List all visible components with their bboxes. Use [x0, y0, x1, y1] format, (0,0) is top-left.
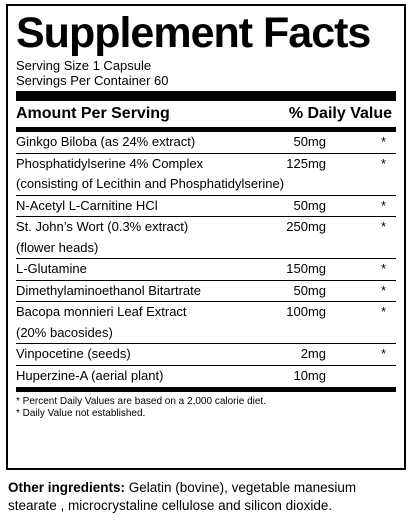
- ingredient-row: [16, 196, 396, 218]
- ingredient-name: L-Glutamine: [16, 261, 87, 276]
- panel-title: Supplement Facts: [16, 9, 371, 57]
- ingredient-name: Bacopa monnieri Leaf Extract: [16, 304, 187, 319]
- ingredient-dv: *: [380, 155, 386, 171]
- ingredient-row: [16, 281, 396, 303]
- footnote: * Daily Value not established.: [16, 408, 146, 419]
- ingredient-subname: (20% bacosides): [16, 324, 113, 340]
- table-header: [16, 101, 396, 127]
- ingredient-row: [16, 302, 396, 344]
- ingredient-dv: *: [380, 134, 386, 149]
- ingredient-amount: 125mg: [286, 155, 326, 171]
- ingredient-row: [16, 154, 396, 196]
- other-ingredients: [8, 479, 408, 515]
- ingredient-name: N-Acetyl L-Carnitine HCl: [16, 197, 158, 213]
- ingredient-amount: 10mg: [293, 367, 326, 383]
- servings-per-container: Servings Per Container 60: [16, 73, 169, 88]
- ingredient-name: Phosphatidylserine 4% Complex: [16, 155, 204, 171]
- ingredient-amount: 50mg: [293, 282, 326, 298]
- bottom-divider: [16, 387, 396, 392]
- other-ingredients-text: Gelatin (bovine), vegetable manesium stearate , microcrystaline cellulose and silicon dioxide.: [8, 480, 357, 513]
- ingredient-row: [16, 366, 396, 387]
- ingredient-amount: 2mg: [300, 346, 326, 361]
- amount-header: Amount Per Serving: [16, 105, 170, 122]
- ingredient-amount: 150mg: [286, 261, 326, 276]
- ingredient-dv: *: [380, 304, 386, 319]
- ingredient-dv: *: [380, 197, 386, 213]
- ingredient-dv: *: [380, 219, 386, 234]
- ingredient-amount: 100mg: [286, 304, 326, 319]
- footnote: * Percent Daily Values are based on a 2,000 calorie diet.: [16, 396, 266, 407]
- ingredient-amount: 50mg: [293, 197, 326, 213]
- ingredient-amount: 250mg: [286, 219, 326, 234]
- ingredient-dv: *: [380, 346, 386, 361]
- ingredient-row: [16, 344, 396, 366]
- ingredient-name: Ginkgo Biloba (as 24% extract): [16, 134, 196, 149]
- ingredient-name: Vinpocetine (seeds): [16, 346, 131, 361]
- ingredient-name: Huperzine-A (aerial plant): [16, 367, 164, 383]
- ingredient-subname: (consisting of Lecithin and Phosphatidylserine): [16, 176, 285, 191]
- ingredient-name: Dimethylaminoethanol Bitartrate: [16, 282, 201, 298]
- ingredient-row: [16, 259, 396, 281]
- ingredient-amount: 50mg: [293, 134, 326, 149]
- thick-divider: [16, 91, 396, 101]
- daily-value-header: % Daily Value: [288, 105, 392, 122]
- ingredient-row: [16, 217, 396, 259]
- supplement-facts-panel: [6, 4, 406, 470]
- ingredient-row: [16, 132, 396, 154]
- ingredient-name: St. John’s Wort (0.3% extract): [16, 219, 189, 234]
- ingredient-dv: *: [380, 261, 386, 276]
- serving-size: Serving Size 1 Capsule: [16, 58, 152, 73]
- ingredient-dv: *: [380, 282, 386, 298]
- other-ingredients-label: Other ingredients:: [8, 480, 126, 495]
- ingredient-subname: (flower heads): [16, 239, 99, 255]
